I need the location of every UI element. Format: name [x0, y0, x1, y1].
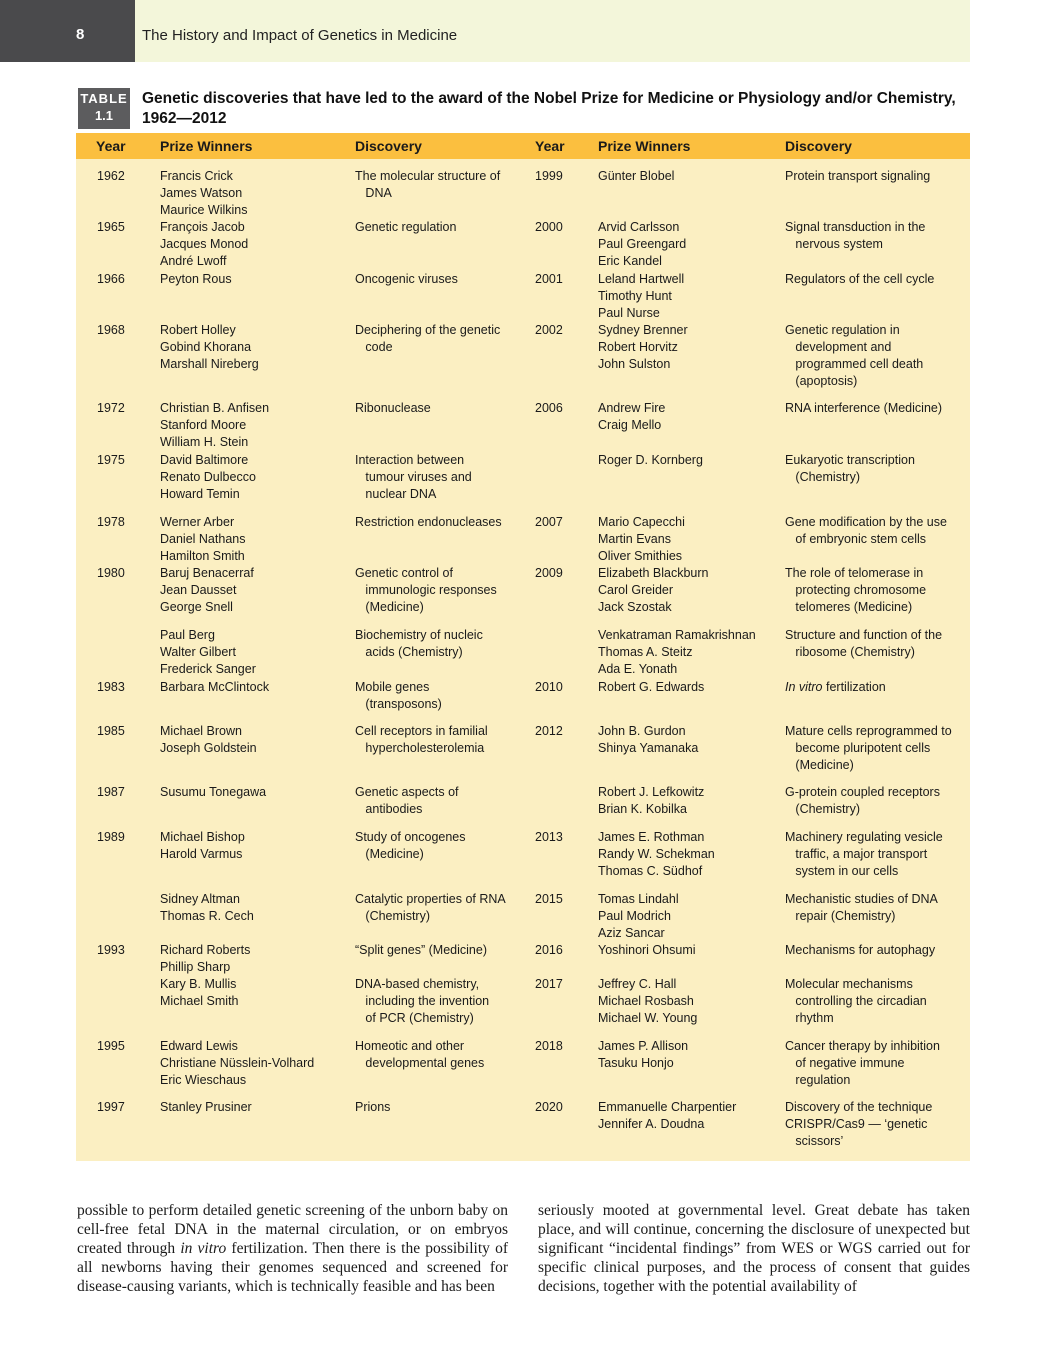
- row-discovery: Study of oncogenes (Medicine): [355, 830, 466, 861]
- row-discovery: Eukaryotic transcription (Chemistry): [785, 453, 915, 484]
- row-discovery: Mature cells reprogrammed to become pluripotent cells (Medicine): [785, 724, 952, 772]
- row-year: 1965: [97, 220, 125, 234]
- row-year: 1997: [97, 1100, 125, 1114]
- row-prize-winners: Robert J. Lefkowitz Brian K. Kobilka: [598, 785, 705, 816]
- row-prize-winners: Michael Brown Joseph Goldstein: [160, 724, 257, 755]
- row-prize-winners: Günter Blobel: [598, 169, 675, 183]
- row-year: 1968: [97, 323, 125, 337]
- row-year: 2018: [535, 1039, 563, 1053]
- row-year: 1987: [97, 785, 125, 799]
- running-header: [135, 0, 970, 62]
- row-prize-winners: Andrew Fire Craig Mello: [598, 401, 666, 432]
- row-discovery: Genetic regulation in development and programmed cell death (apoptosis): [785, 323, 924, 388]
- header-discovery-left: Discovery: [355, 138, 422, 154]
- row-prize-winners: Venkatraman Ramakrishnan Thomas A. Steitz Ada E. Yonath: [598, 628, 756, 676]
- row-discovery: RNA interference (Medicine): [785, 401, 943, 415]
- body-left-before: possible to perform detailed genetic screening of the unborn baby on cell-free fetal DNA in the maternal circulation, or on embryos created through: [77, 1202, 508, 1257]
- row-discovery: Molecular mechanisms controlling the circadian rhythm: [785, 977, 927, 1025]
- row-prize-winners: Kary B. Mullis Michael Smith: [160, 977, 239, 1008]
- row-discovery: Ribonuclease: [355, 401, 431, 415]
- row-year: 1978: [97, 515, 125, 529]
- row-year: 1985: [97, 724, 125, 738]
- row-discovery: Discovery of the technique CRISPR/Cas9 — ‘genetic scissors’: [785, 1100, 933, 1148]
- row-prize-winners: Richard Roberts Phillip Sharp: [160, 943, 251, 974]
- table-label: [78, 88, 130, 129]
- header-winners-left: Prize Winners: [160, 138, 253, 154]
- row-prize-winners: Baruj Benacerraf Jean Dausset George Snell: [160, 566, 254, 614]
- row-prize-winners: Sidney Altman Thomas R. Cech: [160, 892, 254, 923]
- row-year: 2015: [535, 892, 563, 906]
- table-label-word: TABLE: [80, 91, 128, 106]
- row-year: 2006: [535, 401, 563, 415]
- row-prize-winners: Arvid Carlsson Paul Greengard Eric Kandel: [598, 220, 687, 268]
- running-title: The History and Impact of Genetics in Medicine: [142, 27, 458, 44]
- row-year: 2009: [535, 566, 563, 580]
- row-year: 1989: [97, 830, 125, 844]
- row-discovery: Regulators of the cell cycle: [785, 272, 935, 286]
- row-discovery: Interaction between tumour viruses and nuclear DNA: [355, 453, 472, 501]
- row-prize-winners: Sydney Brenner Robert Horvitz John Sulston: [598, 323, 688, 371]
- row-prize-winners: James E. Rothman Randy W. Schekman Thomas C. Südhof: [598, 830, 715, 878]
- row-discovery: The role of telomerase in protecting chromosome telomeres (Medicine): [785, 566, 927, 614]
- row-prize-winners: Edward Lewis Christiane Nüsslein-Volhard Eric Wieschaus: [160, 1039, 315, 1087]
- row-year: 1980: [97, 566, 125, 580]
- page-number: 8: [76, 26, 85, 43]
- row-year: 1972: [97, 401, 125, 415]
- row-discovery: Mechanisms for autophagy: [785, 943, 936, 957]
- table-label-number: 1.1: [94, 108, 114, 123]
- row-discovery: Gene modification by the use of embryonic stem cells: [785, 515, 947, 546]
- row-discovery: Deciphering of the genetic code: [355, 323, 501, 354]
- row-prize-winners: Christian B. Anfisen Stanford Moore William H. Stein: [160, 401, 270, 449]
- row-discovery: Mechanistic studies of DNA repair (Chemistry): [785, 892, 938, 923]
- row-discovery: “Split genes” (Medicine): [355, 943, 487, 957]
- row-discovery: Biochemistry of nucleic acids (Chemistry): [355, 628, 483, 659]
- body-left-after: fertilization. Then there is the possibility of all newborns having their genomes sequenced and screened for disease-causing variants, which is technically feasible and has been: [77, 1240, 508, 1295]
- row-year: 2010: [535, 680, 563, 694]
- row-prize-winners: Jeffrey C. Hall Michael Rosbash Michael W. Young: [598, 977, 698, 1025]
- row-discovery: Genetic regulation: [355, 220, 457, 234]
- row-year: 1975: [97, 453, 125, 467]
- row-prize-winners: Peyton Rous: [160, 272, 232, 286]
- page-number-block: [0, 0, 135, 62]
- row-year: 1999: [535, 169, 563, 183]
- row-prize-winners: John B. Gurdon Shinya Yamanaka: [598, 724, 699, 755]
- row-year: 2002: [535, 323, 563, 337]
- row-prize-winners: Mario Capecchi Martin Evans Oliver Smithies: [598, 515, 685, 563]
- row-prize-winners: François Jacob Jacques Monod André Lwoff: [160, 220, 249, 268]
- row-discovery: [785, 679, 886, 696]
- row-prize-winners: Tomas Lindahl Paul Modrich Aziz Sancar: [598, 892, 679, 940]
- row-prize-winners: David Baltimore Renato Dulbecco Howard Temin: [160, 453, 256, 501]
- row-prize-winners: Emmanuelle Charpentier Jennifer A. Doudna: [598, 1100, 737, 1131]
- row-year: 1966: [97, 272, 125, 286]
- row-prize-winners: Roger D. Kornberg: [598, 453, 703, 467]
- row-prize-winners: Leland Hartwell Timothy Hunt Paul Nurse: [598, 272, 685, 320]
- row-discovery: G-protein coupled receptors (Chemistry): [785, 785, 940, 816]
- row-discovery: Prions: [355, 1100, 391, 1114]
- row-discovery: Genetic control of immunologic responses (Medicine): [355, 566, 497, 614]
- row-discovery: Structure and function of the ribosome (Chemistry): [785, 628, 943, 659]
- row-year: 1983: [97, 680, 125, 694]
- row-prize-winners: Paul Berg Walter Gilbert Frederick Sanger: [160, 628, 256, 676]
- row-prize-winners: Yoshinori Ohsumi: [598, 943, 696, 957]
- row-year: 2012: [535, 724, 563, 738]
- row-discovery: Protein transport signaling: [785, 169, 931, 183]
- row-year: 2001: [535, 272, 563, 286]
- row-discovery: Mobile genes (transposons): [355, 680, 442, 711]
- row-prize-winners: Werner Arber Daniel Nathans Hamilton Smith: [160, 515, 246, 563]
- row-year: 2007: [535, 515, 563, 529]
- body-paragraph-left: [77, 1201, 508, 1296]
- row-prize-winners: James P. Allison Tasuku Honjo: [598, 1039, 689, 1070]
- row-prize-winners: Stanley Prusiner: [160, 1100, 252, 1114]
- row-prize-winners: Robert G. Edwards: [598, 680, 705, 694]
- header-year-right: Year: [535, 138, 565, 154]
- row-prize-winners: Barbara McClintock: [160, 680, 270, 694]
- row-discovery: Oncogenic viruses: [355, 272, 458, 286]
- row-year: 2020: [535, 1100, 563, 1114]
- row-discovery: Genetic aspects of antibodies: [355, 785, 459, 816]
- row-prize-winners: Susumu Tonegawa: [160, 785, 267, 799]
- row-discovery: Cancer therapy by inhibition of negative immune regulation: [785, 1039, 940, 1087]
- row-discovery-italic: In vitro: [785, 680, 823, 694]
- row-year: 1993: [97, 943, 125, 957]
- row-prize-winners: Michael Bishop Harold Varmus: [160, 830, 245, 861]
- table-caption: Genetic discoveries that have led to the award of the Nobel Prize for Medicine or Physiology and/or Chemistry, 1962—2012: [142, 90, 956, 127]
- header-year-left: Year: [96, 138, 126, 154]
- header-winners-right: Prize Winners: [598, 138, 691, 154]
- row-discovery: DNA-based chemistry, including the invention of PCR (Chemistry): [355, 977, 490, 1025]
- row-year: 1995: [97, 1039, 125, 1053]
- row-discovery: Catalytic properties of RNA (Chemistry): [355, 892, 506, 923]
- row-prize-winners: Robert Holley Gobind Khorana Marshall Nireberg: [160, 323, 259, 371]
- header-discovery-right: Discovery: [785, 138, 852, 154]
- row-year: 2017: [535, 977, 563, 991]
- row-prize-winners: Francis Crick James Watson Maurice Wilkins: [160, 169, 248, 217]
- body-left-italic: in vitro: [180, 1240, 227, 1257]
- row-year: 2000: [535, 220, 563, 234]
- row-discovery: Cell receptors in familial hypercholesterolemia: [355, 724, 488, 755]
- row-discovery-rest: fertilization: [822, 680, 886, 694]
- row-year: 2013: [535, 830, 563, 844]
- row-discovery: The molecular structure of DNA: [355, 169, 501, 200]
- row-discovery: Restriction endonucleases: [355, 515, 502, 529]
- row-discovery: Signal transduction in the nervous system: [785, 220, 926, 251]
- row-discovery: Homeotic and other developmental genes: [355, 1039, 485, 1070]
- body-paragraph-right: seriously mooted at governmental level. Great debate has taken place, and will continue, concerning the disclosure of unexpected but significant “incidental findings” from WES or WGS carried out for specific clinical purposes, and the process of consent that guides decisions, together with the potential availability of: [538, 1202, 970, 1295]
- row-year: 2016: [535, 943, 563, 957]
- row-year: 1962: [97, 169, 125, 183]
- row-discovery: Machinery regulating vesicle traffic, a major transport system in our cells: [785, 830, 943, 878]
- row-prize-winners: Elizabeth Blackburn Carol Greider Jack Szostak: [598, 566, 709, 614]
